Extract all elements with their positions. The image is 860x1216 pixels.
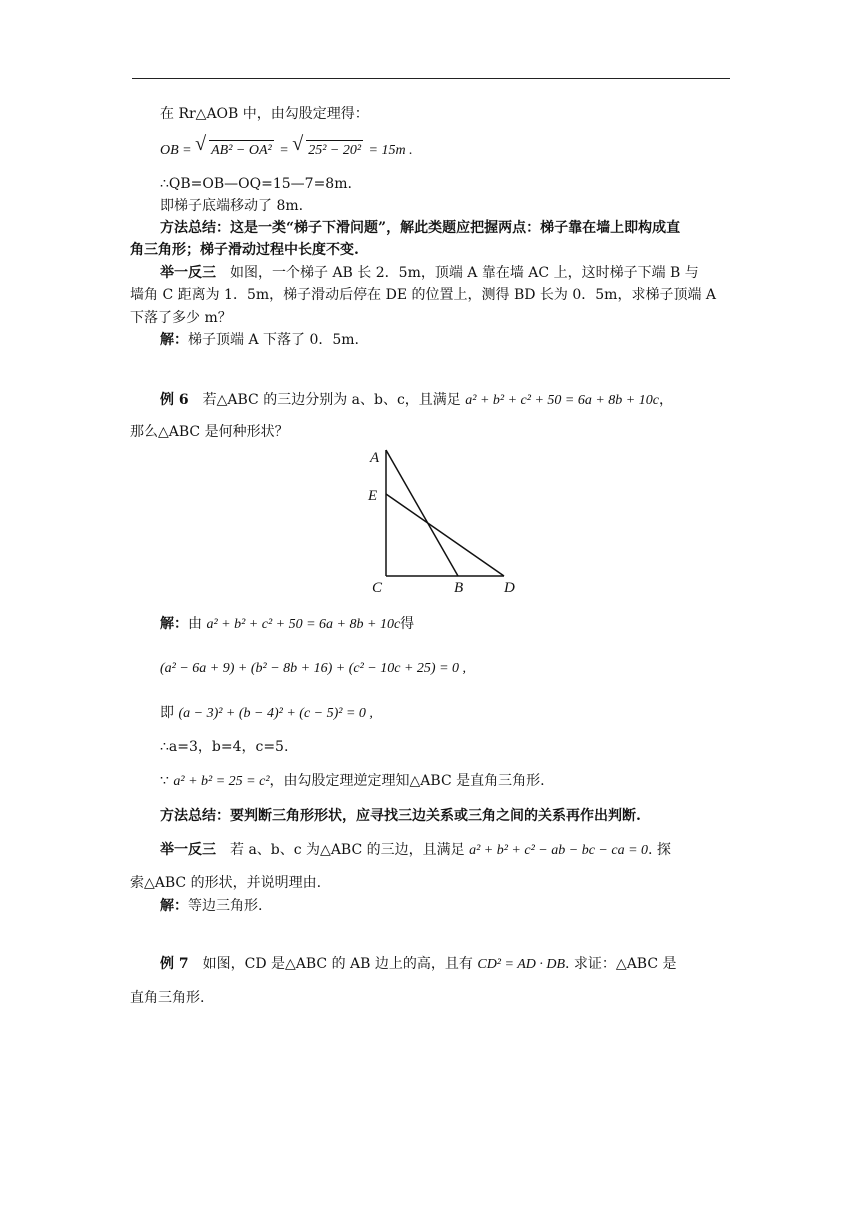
text-line: 索△ABC 的形状，并说明理由.: [130, 875, 322, 891]
ladder-figure: [362, 448, 522, 594]
method-summary-6: 方法总结：要判断三角形形状，应寻找三边关系或三角之间的关系再作出判断.: [160, 808, 641, 824]
sqrt-1: √ AB² − OA²: [195, 140, 274, 161]
solution-6: 解：由 a² + b² + c² + 50 = 6a + 8b + 10c得: [160, 616, 415, 632]
text-line: 在 Rr△AOB 中，由勾股定理得：: [160, 106, 369, 122]
label-e: E: [368, 488, 378, 504]
solution-6-step: (a² − 6a + 9) + (b² − 8b + 16) + (c² − 10c + 25) = 0 ,: [160, 661, 467, 676]
label-d: D: [504, 580, 515, 594]
solution-6-conclusion: ∵ a² + b² = 25 = c²，由勾股定理逆定理知△ABC 是直角三角形.: [160, 773, 545, 789]
solution-6-values: ∴a=3，b=4，c=5.: [160, 739, 289, 755]
ladder-ab: [386, 450, 458, 576]
text-line: ∴QB=OB—OQ=15—7=8m.: [160, 176, 352, 192]
method-summary: 方法总结：这是一类“梯子下滑问题”，解此类题应把握两点：梯子靠在墙上即构成直: [160, 220, 681, 236]
text-line: 下落了多少 m？: [130, 310, 232, 326]
practice-answer: 解：梯子顶端 A 下落了 0．5m.: [160, 332, 360, 348]
example-6: 例 6 若△ABC 的三边分别为 a、b、c，且满足 a² + b² + c² + 50 = 6a + 8b + 10c，: [160, 392, 673, 408]
example-7: 例 7 如图，CD 是△ABC 的 AB 边上的高，且有 CD² = AD · DB. 求证：△ABC 是: [160, 956, 677, 972]
header-rule: [132, 78, 730, 79]
label-a: A: [370, 450, 380, 466]
practice-problem: 举一反三 如图，一个梯子 AB 长 2．5m，顶端 A 靠在墙 AC 上，这时梯子下端 B 与: [160, 265, 699, 281]
method-summary-cont: 角三角形；梯子滑动过程中长度不变.: [130, 242, 359, 258]
formula-ob: OB = √ AB² − OA² = √ 25² − 20² = 15m .: [160, 140, 413, 161]
sqrt-2: √ 25² − 20²: [292, 140, 363, 161]
solution-6-step: 即 (a − 3)² + (b − 4)² + (c − 5)² = 0 ,: [160, 705, 373, 721]
ladder-de: [386, 494, 504, 576]
practice-answer-6: 解：等边三角形.: [160, 898, 263, 914]
label-b: B: [454, 580, 464, 594]
text-line: 那么△ABC 是何种形状？: [130, 424, 289, 440]
text-line: 直角三角形.: [130, 990, 205, 1006]
text-line: 墙角 C 距离为 1．5m，梯子滑动后停在 DE 的位置上，测得 BD 长为 0．5m，求梯子顶端 A: [130, 287, 717, 303]
text-line: 即梯子底端移动了 8m.: [160, 198, 304, 214]
label-c: C: [372, 580, 383, 594]
practice-problem-6: 举一反三 若 a、b、c 为△ABC 的三边，且满足 a² + b² + c² − ab − bc − ca = 0. 探: [160, 842, 671, 858]
